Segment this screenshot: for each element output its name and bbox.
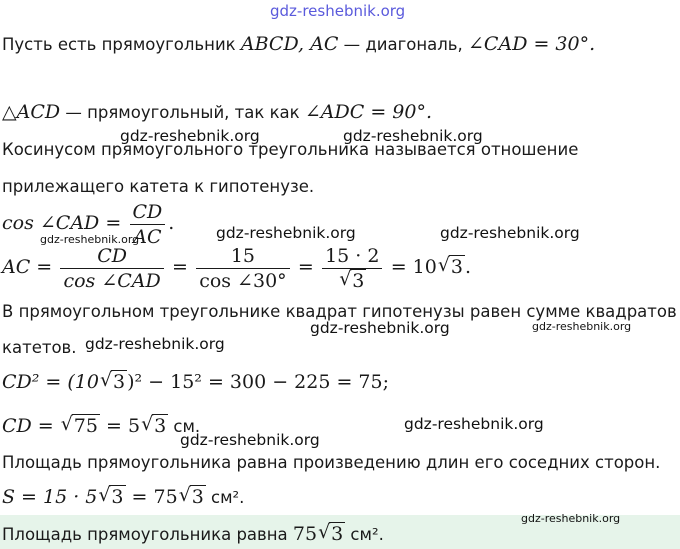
watermark: gdz-reshebnik.org [180, 431, 320, 449]
watermark-top: gdz-reshebnik.org [270, 2, 406, 20]
radicand: 3 [111, 486, 124, 508]
unit: см². [345, 525, 384, 544]
math: cos ∠CAD = [2, 212, 122, 234]
radicand: 75 [73, 415, 98, 437]
cd-value [2, 413, 200, 440]
math: = [172, 256, 188, 278]
fraction [196, 244, 289, 293]
text: Пусть есть прямоугольник [2, 35, 241, 54]
definition-line: Косинусом прямоугольного треугольника называется отношение [2, 140, 579, 159]
math: ∠CAD = 30°. [468, 33, 596, 55]
final-answer [2, 521, 384, 548]
fraction [322, 244, 382, 293]
sqrt [179, 484, 206, 510]
watermark: gdz-reshebnik.org [120, 127, 260, 145]
definition-line-2: прилежащего катета к гипотенузе. [2, 177, 315, 196]
unit: см². [205, 488, 245, 507]
sqrt [438, 242, 465, 292]
area-rule: Площадь прямоугольника равна произведению длин его соседних сторон. [2, 453, 661, 472]
text: Площадь прямоугольника равна [2, 525, 293, 544]
sqrt [61, 413, 100, 439]
radicand: 3 [112, 371, 126, 393]
radicand: 3 [450, 256, 463, 278]
radicand: 3 [331, 523, 344, 545]
numerator: 15 [196, 244, 289, 269]
pythagoras-line: В прямоугольном треугольнике квадрат гипотенузы равен сумме квадратов [2, 302, 677, 321]
math: = 75 [125, 486, 178, 508]
math: ABCD, AC [240, 33, 339, 55]
denominator: AC [133, 226, 162, 248]
math: CD² = (10 [2, 371, 99, 393]
cd-squared [2, 369, 389, 396]
math: = [297, 256, 314, 278]
denominator: cos ∠CAD [63, 270, 161, 292]
area-formula [2, 484, 244, 511]
radicand: 3 [154, 415, 167, 437]
denominator: cos ∠30° [199, 270, 287, 292]
watermark: gdz-reshebnik.org [521, 512, 621, 525]
watermark: gdz-reshebnik.org [216, 224, 356, 242]
sqrt [98, 484, 125, 510]
sqrt [100, 369, 127, 395]
numerator: CD [130, 200, 166, 225]
watermark: gdz-reshebnik.org [404, 415, 544, 433]
text: — прямоугольный, так как [60, 103, 305, 122]
radicand: 3 [352, 270, 365, 292]
math: = 10 [390, 256, 437, 278]
math: )² − 15² = 300 − 225 = 75; [127, 371, 390, 393]
math: S = 15 · 5 [2, 486, 98, 508]
math: △ACD [2, 101, 61, 123]
numerator: CD [60, 244, 163, 269]
watermark: gdz-reshebnik.org [440, 224, 580, 242]
radicand: 3 [191, 486, 204, 508]
watermark: gdz-reshebnik.org [532, 320, 632, 333]
sqrt [141, 413, 168, 439]
denominator [322, 269, 382, 293]
triangle-line [2, 101, 432, 124]
math: = 5 [99, 415, 141, 437]
fraction [60, 244, 163, 293]
sqrt [318, 521, 345, 547]
watermark: gdz-reshebnik.org [343, 127, 483, 145]
math: 75 [292, 523, 318, 545]
watermark: gdz-reshebnik.org [85, 335, 225, 353]
unit: см. [168, 417, 201, 436]
math: CD = [2, 415, 60, 437]
sqrt [339, 269, 366, 293]
statement-line [2, 33, 595, 56]
text: — диагональ, [338, 35, 469, 54]
math: AC = [2, 256, 53, 278]
numerator: 15 · 2 [322, 244, 382, 269]
math: . [168, 212, 175, 234]
ac-formula: AC = $\frac{CD}{\text{cos ∠CAD}}$ = $\frac{15}{\cos \angle 30^\circ}$ = 15 · 2 √ 3 = 10√ 3 . [2, 242, 471, 293]
watermark: gdz-reshebnik.org [310, 319, 450, 337]
pythagoras-line-2: катетов. [2, 338, 77, 357]
watermark: gdz-reshebnik.org [40, 233, 140, 246]
math: ∠ADC = 90°. [304, 101, 433, 123]
